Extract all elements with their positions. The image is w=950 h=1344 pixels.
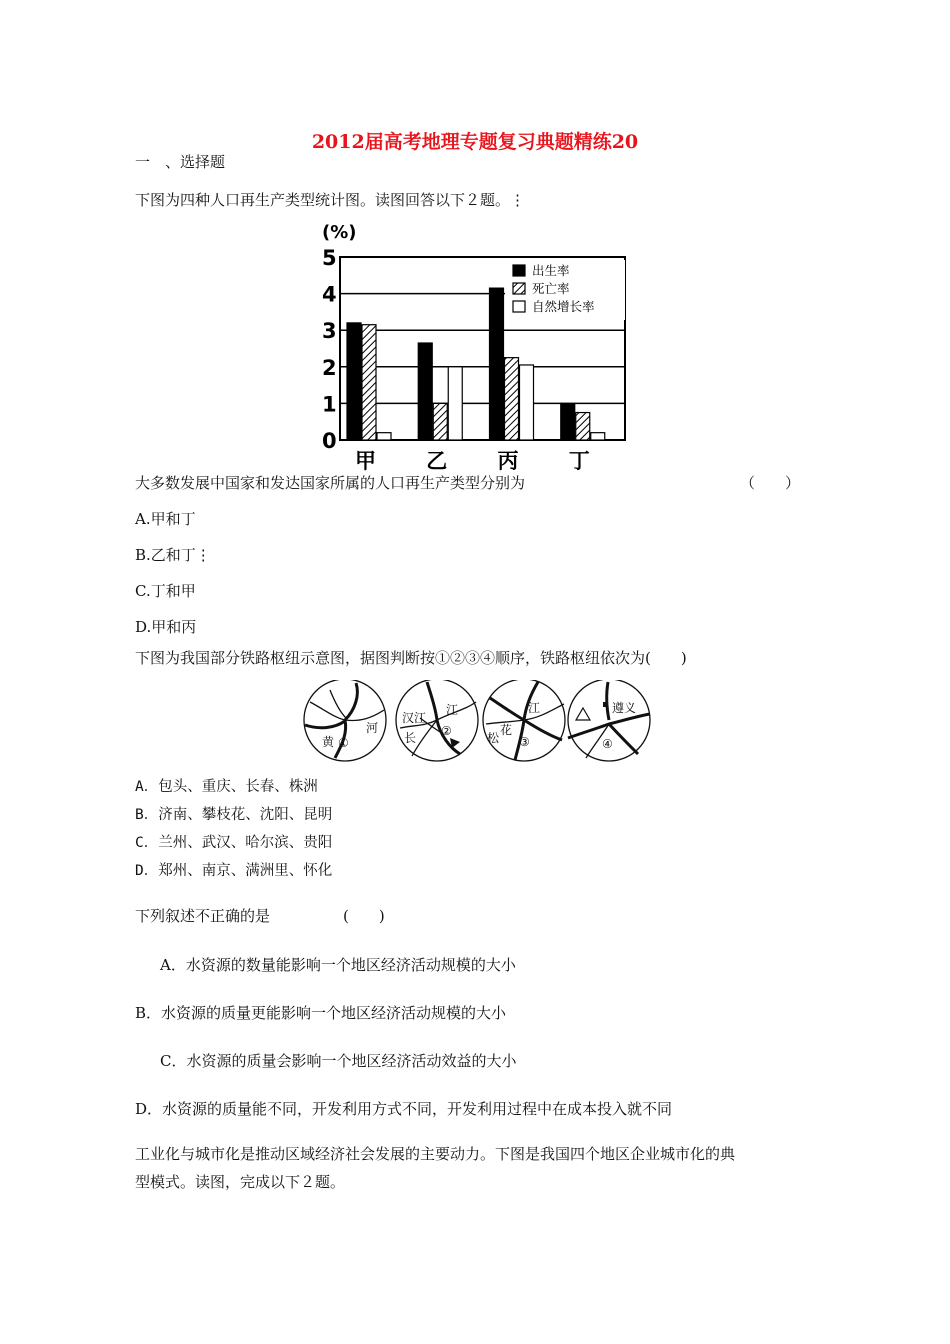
section-heading: 一 、选择题 xyxy=(135,153,226,171)
page-title: 2012届高考地理专题复习典题精练20 xyxy=(311,131,639,153)
map-1-label-huang: 黄 xyxy=(322,735,335,749)
map-4-number: ④ xyxy=(602,737,613,751)
q1-stem: 大多数发展中国家和发达国家所属的人口再生产类型分别为 xyxy=(135,474,526,492)
map-4-label-zunyi: 遵义 xyxy=(612,701,637,715)
population-chart xyxy=(300,210,640,475)
y-tick-label: 0 xyxy=(322,429,337,453)
q1-answer-paren: （ ） xyxy=(740,474,801,492)
q2-stem: 下图为我国部分铁路枢纽示意图，据图判断按①②③④顺序，铁路枢纽依次为( ) xyxy=(135,649,687,667)
legend-swatch xyxy=(513,283,525,294)
bar-自然增长率 xyxy=(377,433,391,440)
bar-出生率 xyxy=(418,343,432,440)
x-category-label: 乙 xyxy=(426,449,448,473)
y-tick-label: 1 xyxy=(322,392,337,417)
bar-死亡率 xyxy=(362,325,376,440)
map-3-number: ③ xyxy=(519,735,530,749)
map-3-label-song: 松 xyxy=(487,731,500,745)
bar-自然增长率 xyxy=(448,367,462,440)
q3-option-b: B．水资源的质量更能影响一个地区经济活动规模的大小 xyxy=(135,1004,507,1022)
bar-死亡率 xyxy=(505,358,519,440)
q2-option-a: A．包头、重庆、长春、株洲 xyxy=(135,779,318,795)
bar-自然增长率 xyxy=(520,365,534,440)
map-3-label-hua: 花 xyxy=(500,723,513,737)
x-category-label: 丙 xyxy=(497,449,519,473)
bar-死亡率 xyxy=(433,403,447,440)
q3-option-c: C．水资源的质量会影响一个地区经济活动效益的大小 xyxy=(160,1052,517,1070)
x-category-label: 丁 xyxy=(568,449,590,473)
q1-option-b: B.乙和丁⋮ xyxy=(135,546,211,564)
q4-intro-line2: 型模式。读图，完成以下２题。 xyxy=(135,1173,346,1191)
map-2-label-hanjiang: 汉江 xyxy=(402,711,427,725)
bar-自然增长率 xyxy=(591,433,605,440)
legend-swatch xyxy=(513,265,525,276)
q3-stem: 下列叙述不正确的是 xyxy=(135,907,271,925)
legend-label: 出生率 xyxy=(532,263,570,278)
map-2-label-chang: 长 xyxy=(404,731,417,745)
legend-label: 死亡率 xyxy=(532,281,570,296)
q2-option-d: D．郑州、南京、满洲里、怀化 xyxy=(135,863,333,879)
q1-intro: 下图为四种人口再生产类型统计图。读图回答以下２题。⋮ xyxy=(135,191,526,209)
y-tick-label: 5 xyxy=(322,246,337,270)
y-tick-label: 4 xyxy=(322,282,337,307)
q3-option-d: D．水资源的质量能不同，开发利用方式不同，开发利用过程中在成本投入就不同 xyxy=(135,1100,673,1118)
bar-出生率 xyxy=(561,403,575,440)
q1-option-d: D.甲和丙 xyxy=(135,618,197,636)
map-2-number: ② xyxy=(441,724,452,738)
bar-出生率 xyxy=(347,323,361,440)
q2-option-b: B．济南、攀枝花、沈阳、昆明 xyxy=(135,807,333,823)
y-tick-label: 2 xyxy=(322,355,337,380)
q1-option-c: C.丁和甲 xyxy=(135,582,196,600)
q4-intro-line1: 工业化与城市化是推动区域经济社会发展的主要动力。下图是我国四个地区企业城市化的典 xyxy=(135,1145,736,1163)
bar-死亡率 xyxy=(576,413,590,440)
map-1-number: ① xyxy=(338,736,349,750)
legend-label: 自然增长率 xyxy=(532,299,595,314)
q3-answer-paren: ( ) xyxy=(343,907,385,925)
y-tick-label: 3 xyxy=(322,319,337,344)
q2-option-c: C．兰州、武汉、哈尔滨、贵阳 xyxy=(135,835,333,851)
legend-swatch xyxy=(513,301,525,312)
x-category-label: 甲 xyxy=(355,449,376,473)
map-2-label-jiang: 江 xyxy=(446,703,459,717)
railway-hub-maps xyxy=(300,680,680,770)
chart-legend xyxy=(505,260,625,320)
q1-option-a: A.甲和丁 xyxy=(135,510,196,528)
map-3-label-jiang: 江 xyxy=(528,701,541,715)
bar-出生率 xyxy=(490,288,504,440)
map-1-label-he: 河 xyxy=(366,721,379,735)
y-axis-label: (%) xyxy=(322,222,357,243)
q3-option-a: A．水资源的数量能影响一个地区经济活动规模的大小 xyxy=(160,956,516,974)
